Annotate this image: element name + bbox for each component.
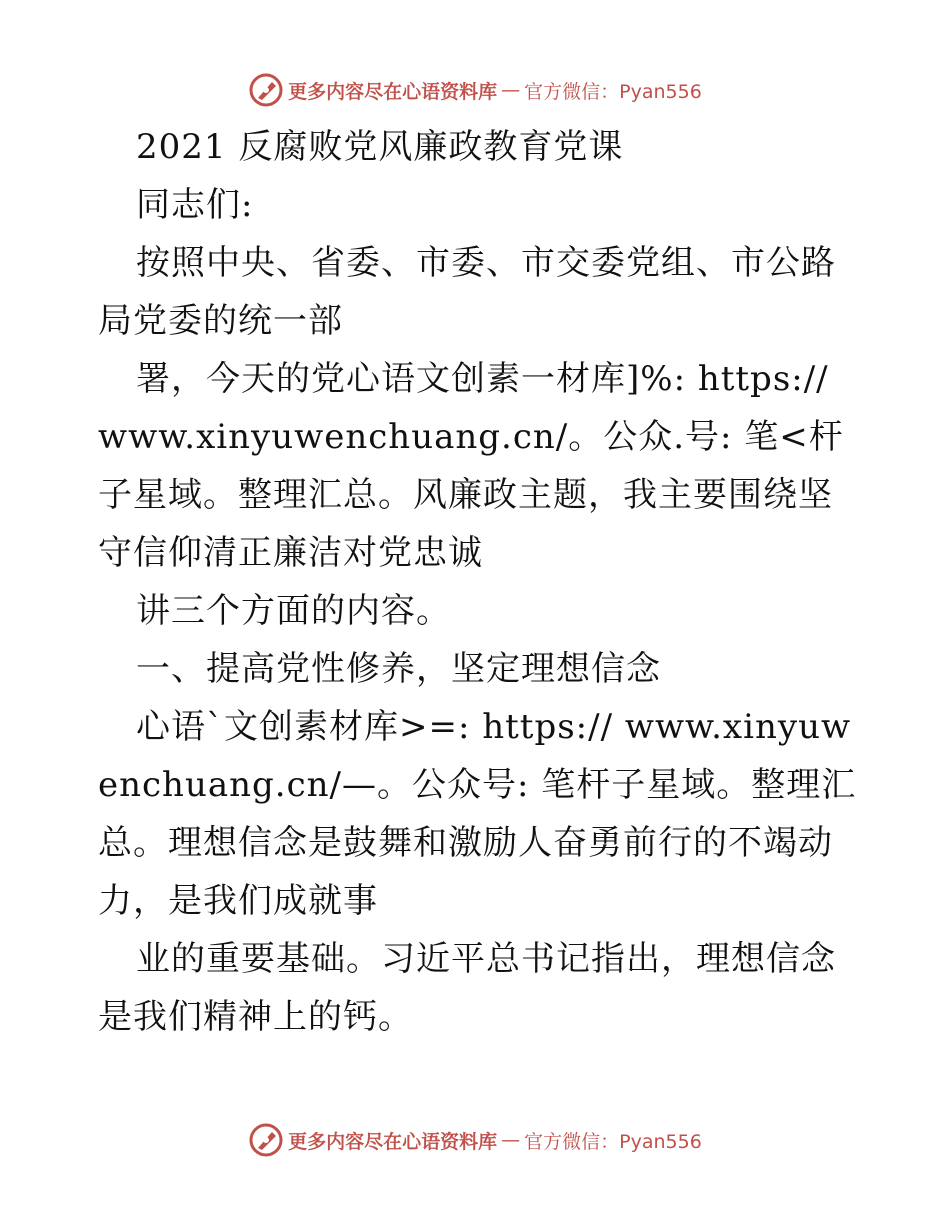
document-title: 2021 反腐败党风廉政教育党课	[136, 127, 624, 167]
footer-wechat-text: 官方微信：Pyan556	[524, 1130, 702, 1153]
header-dash: —	[501, 79, 521, 101]
pen-nib-logo-icon	[248, 72, 284, 108]
header-wechat-text: 官方微信：Pyan556	[524, 80, 702, 103]
footer-dash: —	[501, 1129, 521, 1151]
paragraph: 署，今天的党心语文创素一材库]%: https:// www.xinyuwenchuang.cn/。公众.号: 笔<杆子星域。整理汇总。风廉政主题，我主要围绕坚守信仰清正廉洁对党忠诚	[98, 359, 844, 573]
pen-nib-logo-icon	[248, 1122, 284, 1158]
document-body	[98, 118, 858, 1046]
footer-banner	[0, 1120, 950, 1160]
section-heading: 一、提高党性修养，坚定理想信念	[136, 649, 661, 689]
paragraph: 讲三个方面的内容。	[136, 591, 451, 631]
salutation: 同志们:	[136, 185, 254, 225]
header-banner	[0, 70, 950, 110]
paragraph: 心语`文创素材库>=: https:// www.xinyuwenchuang.cn/—。公众号: 笔杆子星域。整理汇总。理想信念是鼓舞和激励人奋勇前行的不竭动力，是我们成就事	[98, 707, 857, 921]
paragraph: 按照中央、省委、市委、市交委党组、市公路局党委的统一部	[98, 243, 836, 341]
paragraph: 业的重要基础。习近平总书记指出，理想信念是我们精神上的钙。	[98, 939, 836, 1037]
footer-brand-text: 更多内容尽在心语资料库	[288, 1130, 498, 1153]
header-brand-text: 更多内容尽在心语资料库	[288, 80, 498, 103]
